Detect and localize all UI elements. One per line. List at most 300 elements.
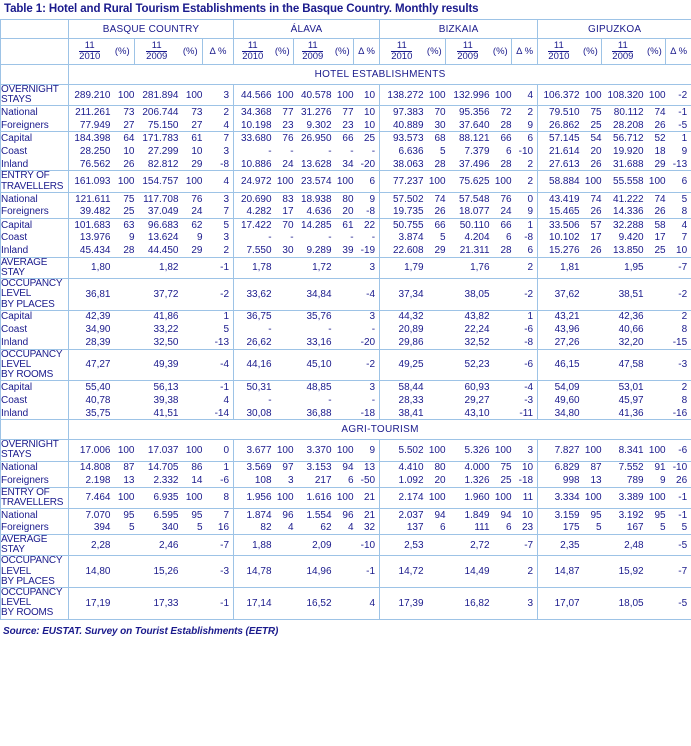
- table-cell: -5: [666, 119, 691, 132]
- table-cell: [644, 407, 666, 420]
- table-row: [1, 394, 691, 407]
- table-cell: 77.237: [380, 171, 424, 192]
- table-cell: 2: [512, 556, 538, 588]
- table-cell: 57: [580, 218, 602, 231]
- table-cell: 2: [512, 171, 538, 192]
- table-cell: 24: [191, 206, 203, 217]
- row-label: Coast: [1, 323, 69, 336]
- table-cell: 7.379: [464, 145, 490, 157]
- table-cell: 76: [272, 132, 294, 145]
- table-row: [1, 119, 691, 132]
- table-cell: [179, 257, 203, 278]
- table-cell: 5.502: [380, 440, 424, 461]
- table-cell: 55,40: [69, 381, 111, 394]
- row-label-line: BY ROOMS: [1, 607, 54, 619]
- table-cell: 20: [590, 145, 602, 157]
- subheader-bc-2010: $\frac{11}{2010}$: [69, 39, 111, 65]
- table-title: Table 1: Hotel and Rural Tourism Establishments in the Basque Country. Monthly results: [4, 3, 479, 15]
- table-cell: [644, 556, 666, 588]
- table-cell: 33.506: [538, 218, 580, 231]
- table-cell: 111: [474, 522, 490, 534]
- table-cell: 17,33: [135, 587, 179, 619]
- table-cell: 96.683: [135, 218, 179, 231]
- table-cell: 27.613: [538, 158, 580, 171]
- table-cell: [580, 323, 602, 336]
- row-label: Inland: [1, 336, 69, 349]
- table-cell: 24: [282, 158, 294, 170]
- table-cell: 22: [354, 218, 380, 231]
- table-cell: 6: [354, 171, 380, 192]
- section-band-spacer: [1, 420, 69, 440]
- table-cell: 41,51: [153, 407, 179, 419]
- table-cell: 50.755: [380, 218, 424, 231]
- table-cell: 100: [179, 171, 203, 192]
- table-cell: 13.850: [613, 245, 644, 256]
- table-cell: 87: [580, 461, 602, 474]
- table-row: [1, 407, 691, 420]
- table-cell: [272, 349, 294, 381]
- table-row: [1, 381, 691, 394]
- table-cell: 1,78: [234, 257, 272, 278]
- table-cell: [111, 323, 135, 336]
- table-cell: [490, 279, 512, 311]
- table-cell: 132.996: [453, 89, 490, 101]
- table-cell: 15,92: [602, 556, 644, 588]
- table-cell: 100: [179, 440, 203, 461]
- table-cell: -20: [360, 336, 376, 348]
- table-cell: [272, 310, 294, 323]
- table-cell: 100: [648, 89, 666, 101]
- table-cell: 2,53: [380, 535, 424, 556]
- table-cell: -8: [524, 336, 534, 348]
- table-cell: [332, 323, 354, 336]
- table-cell: [179, 336, 203, 349]
- table-cell: [490, 535, 512, 556]
- table-cell: -18: [518, 474, 534, 486]
- table-cell: 73: [111, 106, 135, 119]
- table-cell: 10: [354, 106, 380, 119]
- table-cell: 17,39: [380, 587, 424, 619]
- table-cell: 2.174: [380, 487, 424, 508]
- table-cell: [490, 587, 512, 619]
- section-band-spacer: [1, 65, 69, 85]
- table-cell: 10: [191, 145, 203, 157]
- table-cell: 13: [590, 474, 602, 486]
- table-cell: -: [234, 323, 272, 336]
- table-cell: 7.464: [69, 487, 111, 508]
- subheader-bc-pct-2009: (%): [179, 39, 203, 65]
- table-row: [1, 487, 691, 508]
- region-header-alava: ÁLAVA: [234, 20, 380, 39]
- table-cell: 3.370: [294, 440, 332, 461]
- table-cell: 52,23: [446, 349, 490, 381]
- region-header-basque-country: BASQUE COUNTRY: [69, 20, 234, 39]
- table-cell: 32,52: [464, 336, 490, 348]
- table-cell: 47,27: [69, 349, 111, 381]
- table-cell: [424, 349, 446, 381]
- table-cell: 100: [428, 89, 446, 101]
- table-row: [1, 145, 691, 158]
- table-cell: 38,41: [380, 407, 424, 420]
- table-cell: 100: [332, 440, 354, 461]
- table-cell: 100: [111, 440, 135, 461]
- table-cell: [332, 336, 354, 349]
- table-cell: 19.920: [613, 145, 644, 157]
- table-cell: 9: [354, 440, 380, 461]
- table-cell: 108: [234, 474, 272, 487]
- table-cell: 3: [223, 232, 230, 244]
- table-cell: 61: [179, 132, 203, 145]
- table-cell: -2: [203, 279, 234, 311]
- table-cell: -2: [666, 85, 691, 106]
- table-cell: 39: [342, 245, 354, 256]
- table-cell: 117.708: [135, 192, 179, 205]
- table-cell: 23: [282, 119, 294, 131]
- table-cell: 32.288: [602, 218, 644, 231]
- table-cell: 62: [179, 218, 203, 231]
- table-cell: 10.102: [538, 231, 580, 244]
- table-cell: 55.558: [602, 171, 644, 192]
- table-cell: 31.276: [294, 106, 332, 119]
- table-cell: 13.976: [69, 231, 111, 244]
- table-cell: 53,01: [602, 381, 644, 394]
- table-cell: 6: [506, 145, 512, 157]
- table-cell: 2.037: [380, 509, 424, 522]
- table-cell: 100: [185, 89, 203, 101]
- table-cell: -14: [214, 407, 230, 419]
- table-cell: 3: [354, 257, 380, 278]
- table-cell: 1,72: [294, 257, 332, 278]
- table-cell: 5: [196, 522, 203, 534]
- table-cell: 789: [626, 474, 644, 486]
- table-cell: 30: [282, 245, 294, 256]
- table-cell: 35,76: [294, 310, 332, 323]
- table-cell: 96: [332, 509, 354, 522]
- table-cell: 184.398: [69, 132, 111, 145]
- table-cell: 9: [660, 474, 666, 486]
- table-cell: 2: [666, 310, 691, 323]
- table-cell: 998: [538, 474, 580, 487]
- table-cell: 74: [424, 192, 446, 205]
- table-cell: 1,76: [446, 257, 490, 278]
- table-cell: 77: [332, 106, 354, 119]
- table-cell: 74: [644, 106, 666, 119]
- table-cell: -4: [354, 279, 380, 311]
- table-cell: 35,75: [69, 407, 111, 420]
- table-cell: -: [371, 232, 376, 244]
- table-cell: 26: [590, 158, 602, 170]
- table-row: [1, 349, 691, 381]
- table-cell: -3: [524, 394, 534, 406]
- table-cell: 19.735: [380, 205, 424, 218]
- table-cell: [580, 279, 602, 311]
- table-cell: -15: [666, 336, 691, 349]
- table-cell: 5: [666, 522, 691, 535]
- table-cell: 70: [424, 106, 446, 119]
- table-cell: 6.636: [380, 145, 424, 158]
- table-cell: 66: [490, 218, 512, 231]
- table-cell: 17.422: [234, 218, 272, 231]
- table-cell: 1,79: [380, 257, 424, 278]
- row-label: Inland: [1, 407, 69, 420]
- table-cell: 60,93: [446, 381, 490, 394]
- table-cell: 0: [203, 440, 234, 461]
- table-cell: 9.420: [618, 232, 644, 244]
- table-cell: [490, 257, 512, 278]
- tourism-statistics-table: [0, 19, 691, 620]
- table-cell: 23: [342, 119, 354, 131]
- table-cell: 8: [203, 487, 234, 508]
- table-cell: 94: [332, 461, 354, 474]
- table-cell: -1: [203, 381, 234, 394]
- subheader-bi-pct-2009: (%): [490, 39, 512, 65]
- table-cell: 26: [434, 206, 446, 217]
- row-label: [1, 587, 69, 619]
- table-cell: 56,13: [135, 381, 179, 394]
- table-cell: 21.311: [459, 245, 490, 256]
- table-cell: 26.862: [538, 119, 580, 132]
- table-cell: 38,51: [602, 279, 644, 311]
- table-cell: 121.611: [69, 192, 111, 205]
- table-cell: 33,22: [153, 324, 179, 336]
- table-cell: 138.272: [380, 85, 424, 106]
- table-row: [1, 158, 691, 171]
- table-cell: 21: [354, 487, 380, 508]
- table-cell: 58: [644, 218, 666, 231]
- table-cell: -50: [360, 474, 376, 486]
- table-cell: 2: [512, 106, 538, 119]
- table-cell: 86: [179, 461, 203, 474]
- table-cell: [179, 407, 203, 420]
- table-row: [1, 522, 691, 535]
- table-cell: 1.874: [234, 509, 272, 522]
- table-cell: 6: [506, 232, 512, 244]
- table-cell: -: [350, 145, 354, 157]
- table-cell: 14: [191, 474, 203, 486]
- table-cell: 29: [654, 158, 666, 170]
- table-cell: 100: [117, 89, 135, 101]
- table-cell: 5: [203, 218, 234, 231]
- table-cell: [272, 556, 294, 588]
- row-label-line: STAYS: [1, 94, 32, 106]
- row-label: [1, 171, 69, 192]
- table-cell: 1,95: [602, 257, 644, 278]
- table-cell: 28,33: [380, 394, 424, 407]
- table-cell: [644, 279, 666, 311]
- table-row: [1, 310, 691, 323]
- table-cell: -1: [203, 257, 234, 278]
- table-cell: 394: [69, 522, 111, 535]
- table-cell: [111, 310, 135, 323]
- table-cell: -10: [354, 535, 380, 556]
- table-cell: [490, 394, 512, 407]
- table-cell: -: [328, 232, 332, 244]
- table-cell: [580, 556, 602, 588]
- table-cell: 2,48: [602, 535, 644, 556]
- table-cell: 3.874: [380, 231, 424, 244]
- table-cell: 100: [424, 487, 446, 508]
- table-cell: 27: [191, 119, 203, 131]
- table-cell: 4: [203, 171, 234, 192]
- table-cell: -7: [666, 257, 691, 278]
- subheader-gi-2009: $\frac{11}{2009}$: [602, 39, 644, 65]
- table-cell: 18.938: [294, 192, 332, 205]
- table-cell: 45,97: [618, 394, 644, 406]
- table-cell: [424, 310, 446, 323]
- table-cell: -1: [666, 487, 691, 508]
- corner-cell-2: [1, 39, 69, 65]
- row-label-line: OCCUPANCY: [1, 586, 63, 598]
- table-cell: [580, 394, 602, 407]
- row-label-line: OCCUPANCY: [1, 278, 63, 290]
- table-cell: 16,82: [446, 587, 490, 619]
- table-cell: [111, 587, 135, 619]
- table-cell: 3: [287, 474, 294, 486]
- table-cell: 7.070: [69, 509, 111, 522]
- table-cell: -: [350, 232, 354, 244]
- row-label-line: LEVEL: [1, 288, 32, 300]
- table-cell: 4: [354, 587, 380, 619]
- table-cell: -13: [666, 158, 691, 171]
- table-cell: 100: [111, 171, 135, 192]
- table-cell: [332, 310, 354, 323]
- table-cell: 39,38: [153, 394, 179, 406]
- table-cell: 95: [644, 509, 666, 522]
- table-cell: 3: [223, 145, 230, 157]
- table-cell: 75.150: [147, 119, 179, 131]
- table-cell: 36,75: [234, 310, 272, 323]
- table-row: [1, 336, 691, 349]
- table-cell: -: [371, 394, 376, 406]
- table-cell: -5: [666, 535, 691, 556]
- table-cell: 8: [666, 394, 691, 407]
- table-cell: 28: [500, 245, 512, 256]
- table-cell: 34.368: [234, 106, 272, 119]
- table-cell: 3: [354, 381, 380, 394]
- row-label: Capital: [1, 218, 69, 231]
- table-cell: 7: [666, 231, 691, 244]
- table-cell: 8: [666, 205, 691, 218]
- table-cell: 10: [512, 461, 538, 474]
- table-cell: 100: [490, 171, 512, 192]
- table-cell: [644, 587, 666, 619]
- table-cell: [490, 349, 512, 381]
- table-cell: 83: [272, 192, 294, 205]
- table-cell: 5: [440, 232, 446, 244]
- table-cell: [490, 556, 512, 588]
- table-row: [1, 509, 691, 522]
- table-cell: [644, 349, 666, 381]
- table-cell: 17.037: [135, 440, 179, 461]
- row-label-line: ENTRY OF: [1, 170, 50, 182]
- table-cell: 29: [191, 245, 203, 256]
- table-cell: 14.336: [613, 206, 644, 217]
- table-cell: -: [234, 231, 272, 244]
- table-cell: [332, 556, 354, 588]
- table-cell: 1: [666, 132, 691, 145]
- table-cell: 40,66: [618, 324, 644, 336]
- table-cell: 1.956: [234, 487, 272, 508]
- table-cell: [272, 381, 294, 394]
- table-cell: 40.578: [300, 89, 332, 101]
- table-cell: 1,80: [69, 257, 111, 278]
- table-cell: 34: [342, 158, 354, 170]
- table-cell: -16: [666, 407, 691, 420]
- table-cell: 340: [161, 522, 179, 534]
- table-cell: 57.548: [446, 192, 490, 205]
- table-cell: 13.628: [300, 158, 332, 170]
- table-cell: 14,96: [294, 556, 332, 588]
- table-cell: [272, 535, 294, 556]
- table-cell: 88.121: [446, 132, 490, 145]
- table-cell: -1: [354, 556, 380, 588]
- table-cell: 15,26: [135, 556, 179, 588]
- table-cell: 6: [440, 522, 446, 534]
- table-cell: 63: [111, 218, 135, 231]
- table-cell: -: [328, 145, 332, 157]
- table-cell: -1: [666, 106, 691, 119]
- row-label-line: TRAVELLERS: [1, 496, 64, 508]
- table-cell: [111, 535, 135, 556]
- table-cell: [580, 336, 602, 349]
- table-cell: 10: [363, 89, 376, 101]
- table-cell: -: [371, 145, 376, 157]
- region-header-bizkaia: BIZKAIA: [380, 20, 538, 39]
- row-label: [1, 535, 69, 556]
- table-cell: 95.356: [446, 106, 490, 119]
- table-cell: -6: [666, 440, 691, 461]
- table-cell: 29,86: [380, 336, 424, 349]
- table-cell: 1.326: [464, 474, 490, 486]
- table-cell: 46,15: [538, 349, 580, 381]
- table-cell: 18: [654, 145, 666, 157]
- table-cell: [332, 587, 354, 619]
- table-cell: 17,07: [538, 587, 580, 619]
- table-cell: -3: [203, 556, 234, 588]
- table-cell: [111, 407, 135, 420]
- table-cell: -7: [666, 556, 691, 588]
- table-cell: 20,89: [380, 323, 424, 336]
- table-cell: 31.688: [613, 158, 644, 170]
- table-cell: 23.574: [294, 171, 332, 192]
- row-label: Inland: [1, 244, 69, 257]
- table-cell: 2,28: [69, 535, 111, 556]
- table-cell: 26: [590, 245, 602, 256]
- table-cell: 54,09: [538, 381, 580, 394]
- table-cell: 4: [223, 394, 230, 406]
- table-cell: 4: [527, 89, 534, 101]
- table-cell: 37.496: [458, 158, 490, 170]
- table-cell: 93.573: [380, 132, 424, 145]
- table-cell: [580, 257, 602, 278]
- table-cell: 9: [354, 192, 380, 205]
- table-cell: 75: [580, 106, 602, 119]
- table-cell: [644, 310, 666, 323]
- table-cell: [179, 349, 203, 381]
- table-cell: 9.289: [306, 245, 332, 256]
- row-label: National: [1, 461, 69, 474]
- table-cell: 14,78: [234, 556, 272, 588]
- table-cell: 80.112: [602, 106, 644, 119]
- table-cell: 100: [424, 440, 446, 461]
- table-cell: 17: [654, 232, 666, 244]
- row-label: Foreigners: [1, 522, 69, 535]
- table-cell: 211.261: [69, 106, 111, 119]
- table-cell: 1: [512, 218, 538, 231]
- table-cell: [644, 535, 666, 556]
- table-cell: [179, 556, 203, 588]
- table-cell: 26: [666, 474, 691, 487]
